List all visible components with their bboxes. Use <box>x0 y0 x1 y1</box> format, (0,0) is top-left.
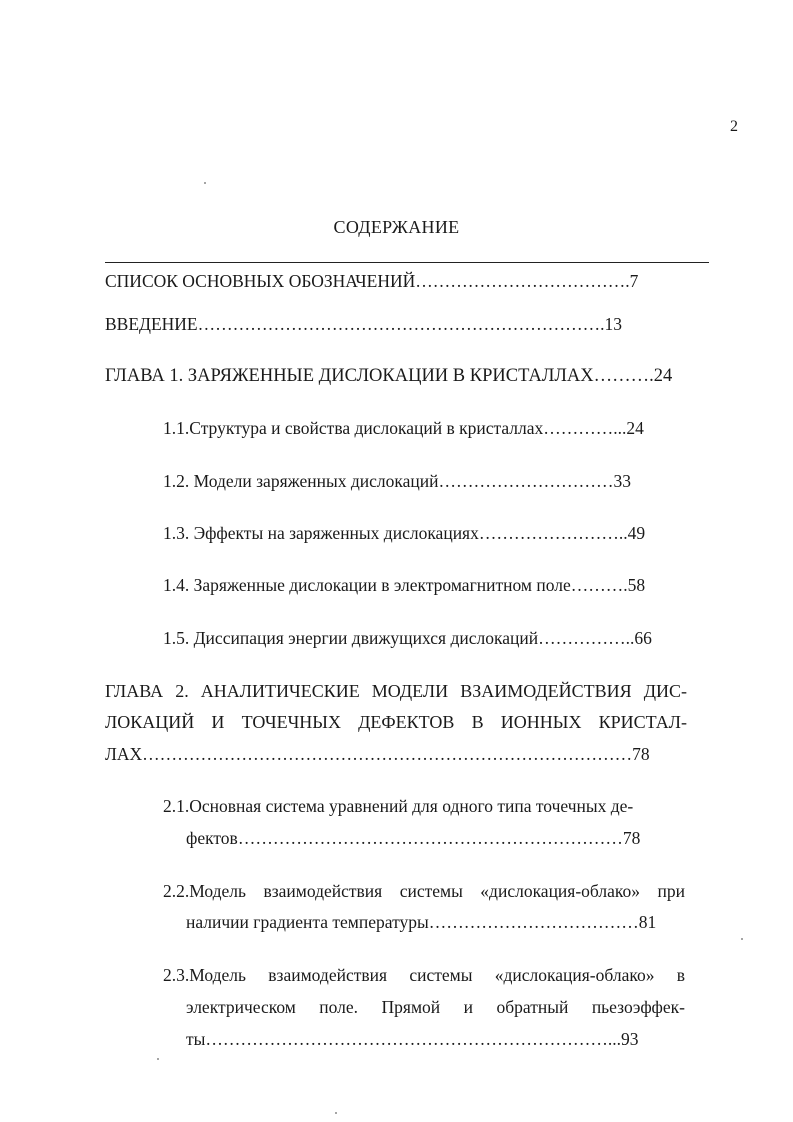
toc-entry-2-3-line-1 <box>163 964 685 986</box>
toc-entry-page: 58 <box>627 575 646 595</box>
word: взаимодействия <box>263 881 383 901</box>
toc-entry-1-4 <box>163 574 645 596</box>
toc-entry-dots: ………………………………. <box>415 271 630 291</box>
toc-entry-text: 1.2. Модели заряженных дислокаций <box>163 471 439 491</box>
toc-entry-2-1-line-2 <box>186 827 640 849</box>
word: поле. <box>319 997 359 1017</box>
word: 2.2.Модель <box>163 881 247 901</box>
word: В <box>471 712 484 732</box>
word: пьезоэффек- <box>591 997 685 1017</box>
toc-entry-text: ты <box>186 1029 206 1049</box>
word: Прямой <box>381 997 441 1017</box>
toc-entry-2-3-line-3 <box>186 1028 639 1050</box>
word: электрическом <box>186 997 296 1017</box>
toc-entry-2-2-line-1 <box>163 880 685 902</box>
toc-entry-1-2 <box>163 470 631 492</box>
page-number: 2 <box>730 118 738 135</box>
toc-entry-dots: ………………………… <box>438 471 614 491</box>
word: системы <box>399 881 463 901</box>
toc-entry-text: СПИСОК ОСНОВНЫХ ОБОЗНАЧЕНИЙ <box>105 271 416 291</box>
word: в <box>676 965 685 985</box>
toc-entry-dots: …………….. <box>538 628 635 648</box>
word: «дислокация-облако» <box>480 881 641 901</box>
toc-entry-1-3 <box>163 522 645 544</box>
toc-entry-page: 78 <box>632 744 650 764</box>
toc-entry-2-3-line-2 <box>186 996 685 1018</box>
toc-entry-text: ВВЕДЕНИЕ <box>105 314 198 334</box>
toc-entry-dots: ……………………………………………………………. <box>197 314 605 334</box>
toc-entry-text: 1.3. Эффекты на заряженных дислокациях <box>163 523 479 543</box>
scan-speck <box>157 1058 159 1060</box>
word: и <box>463 997 474 1017</box>
word: ИОННЫХ <box>500 712 582 732</box>
toc-entry-text: 1.4. Заряженные дислокации в электромагнитном поле <box>163 575 571 595</box>
word: 2. <box>175 681 189 701</box>
word: ВЗАИМОДЕЙСТВИЯ <box>460 681 632 701</box>
word: при <box>657 881 685 901</box>
toc-entry-symbols <box>105 270 638 292</box>
toc-entry-dots: ………………………………………………………… <box>237 828 623 848</box>
word: ДИС- <box>643 681 687 701</box>
title-underline <box>105 262 709 263</box>
toc-entry-chapter-2-line-1 <box>105 680 687 702</box>
toc-entry-page: 49 <box>627 523 646 543</box>
word: АНАЛИТИЧЕСКИЕ <box>200 681 360 701</box>
toc-entry-page: 24 <box>653 366 673 386</box>
toc-entry-text: ЛАХ <box>105 744 143 764</box>
toc-entry-dots: …………………….. <box>478 523 628 543</box>
toc-entry-2-2-line-2 <box>186 911 656 933</box>
scan-speck <box>741 938 743 940</box>
word: 2.3.Модель <box>163 965 247 985</box>
toc-entry-text: ГЛАВА 1. ЗАРЯЖЕННЫЕ ДИСЛОКАЦИИ В КРИСТАЛЛАХ <box>105 366 594 386</box>
toc-entry-chapter-1 <box>105 365 672 387</box>
toc-entry-page: 33 <box>613 471 631 491</box>
word: ДЕФЕКТОВ <box>358 712 455 732</box>
toc-entry-page: 93 <box>621 1029 639 1049</box>
toc-entry-dots: …………... <box>543 418 627 438</box>
scan-speck <box>335 1112 337 1114</box>
word: ЛОКАЦИЙ <box>105 712 195 732</box>
toc-entry-1-5 <box>163 627 652 649</box>
toc-entry-text: 1.5. Диссипация энергии движущихся дислокаций <box>163 628 539 648</box>
word: ТОЧЕЧНЫХ <box>241 712 341 732</box>
toc-entry-text: фектов <box>186 828 238 848</box>
toc-entry-chapter-2-line-3 <box>105 743 650 765</box>
toc-entry-text: 2.1.Основная система уравнений для одного типа точечных де- <box>163 796 634 816</box>
toc-entry-page: 7 <box>629 271 639 291</box>
toc-entry-dots: ……………………………… <box>428 912 639 932</box>
word: системы <box>409 965 473 985</box>
toc-entry-page: 24 <box>626 418 644 438</box>
toc-title: СОДЕРЖАНИЕ <box>333 217 460 237</box>
toc-entry-introduction <box>105 313 622 335</box>
word: КРИСТАЛ- <box>598 712 687 732</box>
word: ГЛАВА <box>105 681 164 701</box>
word: И <box>211 712 225 732</box>
word: взаимодействия <box>268 965 388 985</box>
toc-entry-text: наличии градиента температуры <box>186 912 429 932</box>
toc-entry-dots: ………. <box>570 575 628 595</box>
toc-entry-page: 78 <box>622 828 641 848</box>
scan-speck <box>204 182 206 184</box>
toc-entry-dots: ………. <box>593 366 654 386</box>
toc-entry-2-1-line-1 <box>163 795 633 817</box>
word: «дислокация-облако» <box>494 965 655 985</box>
toc-entry-page: 81 <box>638 912 657 932</box>
toc-entry-dots: ………………………………………………………………………… <box>142 744 633 764</box>
toc-entry-page: 66 <box>634 628 652 648</box>
toc-entry-text: 1.1.Структура и свойства дислокаций в кристаллах <box>163 418 544 438</box>
toc-entry-page: 13 <box>604 314 623 334</box>
toc-entry-1-1 <box>163 417 644 439</box>
toc-entry-chapter-2-line-2 <box>105 711 687 733</box>
toc-entry-dots: ……………………………………………………………... <box>205 1029 622 1049</box>
word: МОДЕЛИ <box>371 681 449 701</box>
word: обратный <box>496 997 569 1017</box>
